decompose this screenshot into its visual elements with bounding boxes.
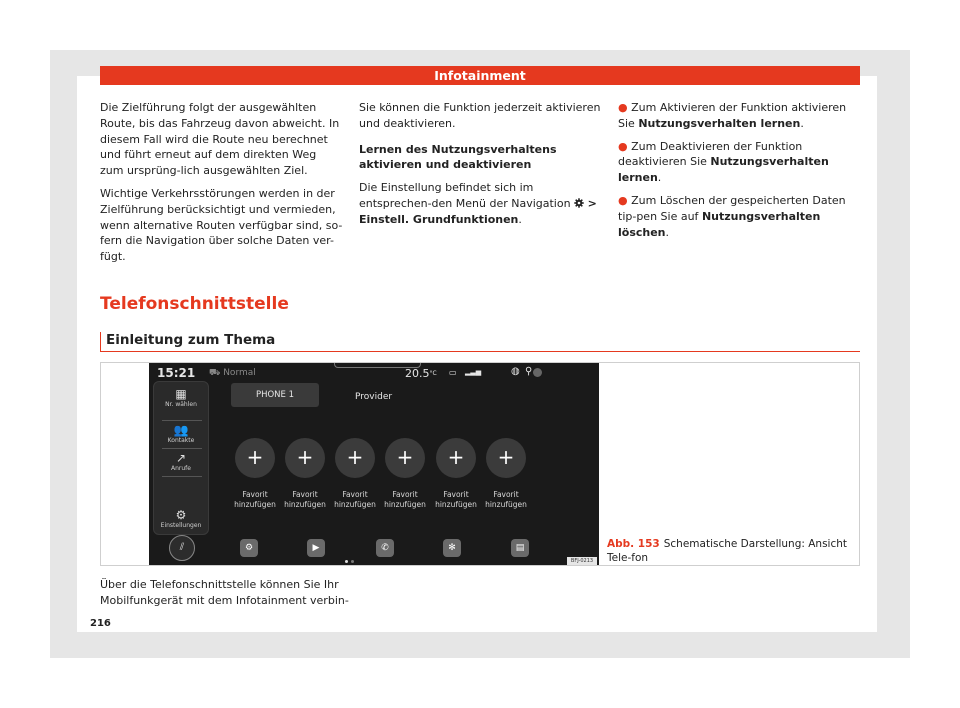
profile-icon[interactable] bbox=[533, 368, 542, 377]
side-item-label: Kontakte bbox=[167, 437, 195, 444]
caption-label: Abb. 153 bbox=[607, 538, 660, 550]
col3-b1-end: . bbox=[800, 116, 804, 130]
apps-icon: ▤ bbox=[515, 543, 525, 553]
col3-bullet-3 bbox=[618, 193, 860, 240]
caption-text: Schematische Darstellung: Ansicht Tele-fon bbox=[607, 538, 848, 564]
play-icon: ▶ bbox=[312, 543, 320, 553]
phone-button[interactable] bbox=[376, 539, 394, 557]
gear-icon: ⚙ bbox=[175, 508, 187, 522]
subtitle-marker bbox=[100, 332, 101, 352]
col3-b2-bold: Nutzungsverhalten lernen bbox=[618, 155, 829, 185]
heated-window-icon: ⫽ bbox=[179, 542, 185, 553]
add-favorite-button[interactable]: + bbox=[486, 438, 526, 478]
column-2 bbox=[359, 100, 603, 235]
contacts-icon: 👥 bbox=[173, 423, 189, 437]
climate-button[interactable] bbox=[169, 535, 195, 561]
favorite-label: Favorit hinzufügen bbox=[334, 490, 376, 509]
chapter-header: Infotainment bbox=[100, 66, 860, 85]
temperature bbox=[405, 367, 437, 380]
infotainment-screen bbox=[149, 363, 599, 565]
divider bbox=[162, 476, 202, 477]
signal-icon: ▂▃▅ bbox=[465, 368, 482, 376]
bullet-icon: ● bbox=[618, 193, 628, 207]
divider bbox=[162, 448, 202, 449]
drive-mode bbox=[209, 368, 256, 379]
side-item-label: Anrufe bbox=[171, 465, 191, 472]
climate-fan-button[interactable] bbox=[443, 539, 461, 557]
col2-p2-end: . bbox=[518, 212, 522, 226]
side-item-label: Nr. wählen bbox=[165, 401, 197, 408]
keypad-icon: ▦ bbox=[175, 387, 187, 401]
calls-icon: ↗ bbox=[175, 451, 187, 465]
favorite-label: Favorit hinzufügen bbox=[384, 490, 426, 509]
divider bbox=[162, 420, 202, 421]
page-indicator-dot bbox=[345, 560, 348, 563]
media-button[interactable] bbox=[307, 539, 325, 557]
favorite-label: Favorit hinzufügen bbox=[284, 490, 326, 509]
figure-code: BFJ-0213 bbox=[567, 557, 597, 565]
bullet-icon: ● bbox=[618, 101, 628, 114]
page-indicator-dot bbox=[351, 560, 354, 563]
phone-icon: ✆ bbox=[381, 543, 389, 553]
provider-label: Provider bbox=[355, 392, 393, 402]
fan-icon: ✻ bbox=[448, 543, 456, 553]
add-favorite-button[interactable]: + bbox=[436, 438, 476, 478]
bullet-icon: ● bbox=[618, 139, 628, 153]
gear-icon: ⚙ bbox=[244, 543, 254, 553]
apps-button[interactable] bbox=[511, 539, 529, 557]
figure-caption bbox=[607, 537, 857, 565]
car-icon: ⛟ bbox=[209, 368, 221, 378]
favorite-label: Favorit hinzufügen bbox=[234, 490, 276, 509]
drive-mode-label: Normal bbox=[223, 368, 256, 378]
col3-b3-bold: Nutzungsverhalten löschen bbox=[618, 209, 821, 239]
col2-p2-text: Die Einstellung befindet sich im entsprechen-den Menü der Navigation bbox=[359, 181, 571, 210]
globe-icon[interactable]: ◍ bbox=[511, 366, 520, 377]
add-favorite-button[interactable]: + bbox=[285, 438, 325, 478]
battery-icon: ▭ bbox=[449, 368, 457, 377]
add-favorite-button[interactable]: + bbox=[385, 438, 425, 478]
page-number: 216 bbox=[90, 618, 111, 629]
side-item-label: Einstellungen bbox=[160, 522, 202, 529]
col2-p2-bold: > Einstell. Grundfunktionen bbox=[359, 196, 597, 226]
col1-paragraph-2: Wichtige Verkehrsstörungen werden in der Zielführung berücksichtigt und vermieden, wenn alternative Routen verfügbar sind, so-fern die Navigation über solche Daten ver-fügt. bbox=[100, 186, 343, 264]
favorite-label: Favorit hinzufügen bbox=[435, 490, 477, 509]
col3-b1-text: Zum Aktivieren der Funktion aktivieren Sie bbox=[618, 101, 847, 130]
bottom-paragraph: Über die Telefonschnittstelle können Sie Ihr Mobilfunkgerät mit dem Infotainment verbin- bbox=[100, 578, 349, 607]
add-favorite-button[interactable]: + bbox=[335, 438, 375, 478]
gear-icon bbox=[574, 197, 584, 210]
col3-b1-bold: Nutzungsverhalten lernen bbox=[638, 116, 801, 130]
col2-paragraph-2 bbox=[359, 180, 603, 227]
side-item-settings[interactable] bbox=[154, 509, 208, 529]
col3-b3-end: . bbox=[665, 225, 670, 239]
col1-paragraph-1: Die Zielführung folgt der ausgewählten Route, bis das Fahrzeug davon abweicht. In diesem Fall wird die Route neu berechnet und führt erneut auf dem direkten Weg zum ursprüng-lich ausgewählten Ziel. bbox=[100, 101, 340, 178]
col3-b2-end: . bbox=[657, 171, 662, 185]
col3-bullet-1 bbox=[618, 100, 860, 132]
col2-paragraph-1: Sie können die Funktion jederzeit aktivieren und deaktivieren. bbox=[359, 101, 601, 130]
add-favorite-button[interactable]: + bbox=[235, 438, 275, 478]
status-time: 15:21 bbox=[157, 366, 196, 380]
temp-value: 20.5 bbox=[405, 367, 430, 380]
favorite-label: Favorit hinzufügen bbox=[485, 490, 527, 509]
temp-unit: °C bbox=[429, 370, 437, 377]
col3-b3-text: Zum Löschen der gespeicherten Daten tip-pen Sie auf bbox=[618, 193, 846, 223]
column-3 bbox=[618, 100, 860, 247]
phone-side-menu bbox=[153, 381, 209, 535]
section-title: Telefonschnittstelle bbox=[100, 294, 289, 314]
section-subtitle: Einleitung zum Thema bbox=[106, 332, 276, 348]
settings-button[interactable] bbox=[240, 539, 258, 557]
col3-b2-text: Zum Deaktivieren der Funktion deaktivieren Sie bbox=[618, 139, 803, 169]
side-item-dial[interactable] bbox=[154, 388, 208, 408]
subtitle-underline bbox=[100, 351, 860, 352]
side-item-calls[interactable] bbox=[154, 452, 208, 472]
col3-bullet-2 bbox=[618, 139, 860, 186]
column-1 bbox=[100, 100, 343, 272]
tab-phone1[interactable]: PHONE 1 bbox=[231, 383, 319, 407]
connectivity-icon[interactable]: ⚲ bbox=[525, 366, 533, 377]
col2-heading: Lernen des Nutzungsverhaltens aktivieren und deaktivieren bbox=[359, 142, 557, 172]
side-item-contacts[interactable] bbox=[154, 424, 208, 444]
